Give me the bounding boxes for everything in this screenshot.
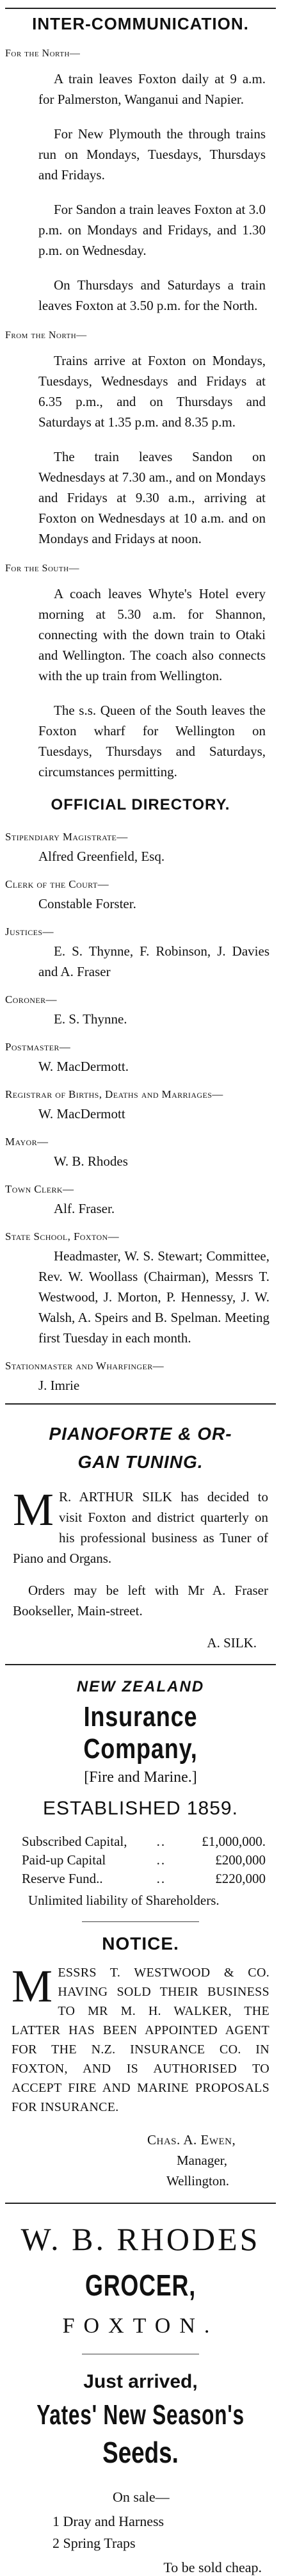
north-para-1: A train leaves Foxton daily at 9 a.m. for Palmerston, Wanganui and Napier.	[38, 71, 266, 107]
table-row	[5, 1832, 276, 1851]
directory-title: OFFICIAL DIRECTORY.	[51, 796, 230, 813]
south-para-2: The s.s. Queen of the South leaves the Foxton wharf for Wellington on Tuesdays, Thursdays and Saturdays, circumstances permitting.	[38, 703, 266, 779]
notice-dropcap: M	[12, 1961, 53, 2012]
directory-entry-title: Stipendiary Magistrate—	[5, 831, 128, 843]
directory-entry	[5, 831, 276, 867]
capital-value: £1,000,000.	[202, 1834, 266, 1849]
directory-entry	[5, 1088, 276, 1124]
section-rule	[5, 2203, 276, 2204]
directory-entry-title: Postmaster—	[5, 1041, 71, 1053]
liability-note: Unlimited liability of Shareholders.	[28, 1893, 220, 1908]
capital-label: Paid-up Capital	[22, 1852, 106, 1868]
signer-block	[147, 2130, 276, 2191]
directory-entry	[5, 1041, 276, 1077]
piano-advert	[5, 1420, 276, 1651]
piano-signature: A. SILK.	[207, 1635, 257, 1651]
insurance-established: ESTABLISHED 1859.	[43, 1798, 238, 1819]
south-heading: For the South—	[5, 563, 80, 574]
directory-entry	[5, 1183, 276, 1219]
piano-title-line-2: GAN TUNING.	[77, 1452, 204, 1472]
directory-entry	[5, 878, 276, 914]
capital-value: £220,000	[215, 1871, 266, 1886]
directory-entry	[5, 1136, 276, 1171]
insurance-advert	[5, 1678, 276, 2191]
grocer-name: W. B. RHODES	[20, 2221, 261, 2257]
directory-entry-title: Mayor—	[5, 1136, 49, 1148]
capital-dots: ..	[156, 1834, 166, 1849]
section-rule	[5, 1664, 276, 1665]
piano-orders: Orders may be left with Mr A. Fraser Bookseller, Main-street.	[13, 1583, 268, 1618]
section-rule	[5, 1403, 276, 1405]
grocer-footer: To be sold cheap.	[163, 2559, 262, 2575]
capital-dots: ..	[156, 1871, 166, 1886]
from-north-heading: From the North—	[5, 330, 87, 341]
north-heading: For the North—	[5, 48, 81, 59]
directory-entry-body: Alfred Greenfield, Esq.	[38, 849, 165, 864]
insurance-brand: NEW ZEALAND	[76, 1678, 205, 1695]
capital-table	[5, 1832, 276, 1888]
grocer-product-2: Seeds.	[102, 2436, 179, 2469]
signer-place: Wellington.	[166, 2173, 230, 2189]
directory-entry-title: Town Clerk—	[5, 1183, 74, 1195]
table-row	[5, 1870, 276, 1888]
list-item: 1 Dray and Harness	[52, 2513, 165, 2529]
directory-entry	[5, 925, 276, 982]
on-sale-label: On sale—	[113, 2489, 170, 2505]
directory-entry-body: W. MacDermott.	[38, 1059, 129, 1074]
capital-label: Subscribed Capital,	[22, 1834, 127, 1849]
directory-entry-body: W. MacDermott	[38, 1106, 125, 1121]
north-para-3: For Sandon a train leaves Foxton at 3.0 p.m. on Mondays and Fridays, and 1.30 p.m. on Wednesday.	[38, 202, 266, 258]
divider	[82, 1921, 199, 1922]
grocer-advert	[5, 2221, 276, 2576]
directory-entry-body: W. B. Rhodes	[54, 1153, 128, 1169]
directory-entry-title: Stationmaster and Wharfinger—	[5, 1360, 164, 1372]
directory-entry-title: Coroner—	[5, 993, 57, 1006]
intercom-title: INTER-COMMUNICATION.	[32, 14, 249, 33]
south-para-1: A coach leaves Whyte's Hotel every morning at 5.30 a.m. for Shannon, connecting with the down train to Otaki and Wellington. The coach also connects with the up train from Wellington.	[38, 586, 266, 683]
piano-title-line-1: PIANOFORTE & OR-	[49, 1424, 232, 1444]
directory-entry-body: E. S. Thynne, F. Robinson, J. Davies and A. Fraser	[38, 943, 269, 979]
directory-entry-body: Headmaster, W. S. Stewart; Committee, Rev. W. Woollass (Chairman), Messrs T. Westwood, J. Morton, P. Hennessy, J. W. Walsh, A. Speirs and B. Spelman. Meeting first Tuesday in each month.	[38, 1248, 269, 1346]
piano-body	[13, 1484, 268, 1569]
directory-entry	[5, 1230, 276, 1348]
newspaper-column	[5, 4, 276, 2576]
directory-entry-body: J. Imrie	[38, 1378, 80, 1393]
directory-entry-body: E. S. Thynne.	[54, 1011, 127, 1027]
notice-body-text: ESSRS T. WESTWOOD & CO. HAVING SOLD THEIR BUSINESS TO MR M. H. WALKER, THE LATTER HAS BEEN APPOINTED AGENT FOR THE N.Z. INSURANCE CO. IN FOXTON, AND IS AUTHORISED TO ACCEPT FIRE AND MARINE PROPOSALS FOR INSURANCE.	[12, 1966, 269, 2114]
piano-body-text: R. ARTHUR SILK has decided to visit Foxton and district quarterly on his professional business as Tuner of Piano and Organs.	[13, 1489, 268, 1566]
insurance-name: Insurance Company,	[83, 1701, 198, 1765]
directory-entry-title: State School, Foxton—	[5, 1230, 119, 1243]
directory-entry-body: Alf. Fraser.	[54, 1201, 115, 1216]
capital-value: £200,000	[215, 1852, 266, 1868]
north-para-4: On Thursdays and Saturdays a train leaves Foxton at 3.50 p.m. for the North.	[38, 277, 266, 313]
signer-role: Manager,	[177, 2153, 228, 2168]
insurance-subtitle: [Fire and Marine.]	[84, 1769, 197, 1786]
signer-name: Chas. A. Ewen,	[147, 2132, 236, 2148]
directory-entry-body: Constable Forster.	[38, 896, 136, 911]
top-rule	[5, 8, 276, 9]
grocer-product: Yates' New Season's	[36, 2399, 245, 2431]
directory-entry-title: Justices—	[5, 925, 54, 938]
piano-title	[5, 1420, 276, 1476]
directory-entry-title: Clerk of the Court—	[5, 878, 109, 890]
list-item: 2 Spring Traps	[52, 2535, 136, 2551]
from-north-para-1: Trains arrive at Foxton on Mondays, Tuesdays, Wednesdays and Fridays at 6.35 p.m., and on Thursdays and Saturdays at 1.35 p.m. and 8.35 p.m.	[38, 353, 266, 430]
grocer-headline: Just arrived,	[83, 2371, 198, 2392]
from-north-para-2: The train leaves Sandon on Wednesdays at 7.30 am., and on Mondays and Fridays at 9.30 a.m., arriving at Foxton on Wednesdays at 10 a.m. and on Mondays and Fridays at noon.	[38, 449, 266, 546]
directory-entry-title: Registrar of Births, Deaths and Marriages—	[5, 1088, 223, 1100]
capital-dots: ..	[156, 1852, 166, 1868]
notice-title: NOTICE.	[102, 1934, 179, 1953]
table-row	[5, 1851, 276, 1870]
piano-dropcap: M	[13, 1484, 54, 1535]
notice-body	[12, 1963, 269, 2117]
north-para-2: For New Plymouth the through trains run on Mondays, Tuesdays, Thursdays and Fridays.	[38, 126, 266, 183]
grocer-town: FOXTON.	[62, 2314, 219, 2338]
directory-entry	[5, 1360, 276, 1396]
directory-entry	[5, 993, 276, 1029]
capital-label: Reserve Fund..	[22, 1871, 103, 1886]
grocer-trade: GROCER,	[85, 2269, 196, 2302]
